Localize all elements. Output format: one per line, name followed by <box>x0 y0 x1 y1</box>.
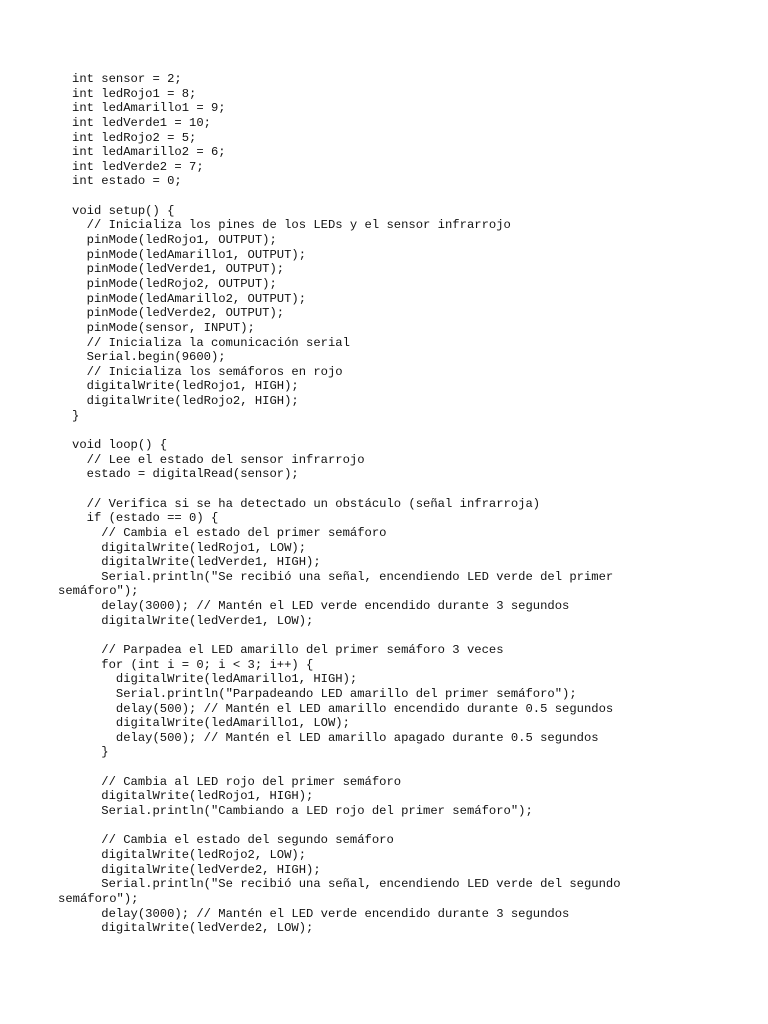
code-line: pinMode(ledRojo1, OUTPUT); <box>72 233 277 248</box>
code-line: // Inicializa los pines de los LEDs y el sensor infrarrojo <box>72 218 511 233</box>
code-line: delay(500); // Mantén el LED amarillo encendido durante 0.5 segundos <box>72 701 614 716</box>
code-line: digitalWrite(ledAmarillo1, LOW); <box>72 716 350 731</box>
code-line: digitalWrite(ledVerde1, HIGH); <box>72 555 321 570</box>
code-line: int ledRojo1 = 8; <box>72 86 197 101</box>
code-line: Serial.println("Cambiando a LED rojo del primer semáforo"); <box>72 804 533 819</box>
code-line: if (estado == 0) { <box>72 511 219 526</box>
code-listing <box>58 72 712 936</box>
code-line: semáforo"); <box>58 584 139 599</box>
code-line: // Inicializa la comunicación serial <box>72 335 350 350</box>
code-line: delay(3000); // Mantén el LED verde encendido durante 3 segundos <box>72 599 570 614</box>
code-line: semáforo"); <box>58 891 139 906</box>
code-line: pinMode(ledRojo2, OUTPUT); <box>72 276 277 291</box>
code-line: void loop() { <box>72 438 168 453</box>
code-line <box>72 819 712 834</box>
code-line: delay(3000); // Mantén el LED verde encendido durante 3 segundos <box>72 906 570 921</box>
code-line: // Inicializa los semáforos en rojo <box>72 364 343 379</box>
code-line: } <box>72 408 80 423</box>
code-line: Serial.println("Se recibió una señal, encendiendo LED verde del primer <box>72 569 614 584</box>
code-line: pinMode(ledAmarillo2, OUTPUT); <box>72 291 307 306</box>
code-line: delay(500); // Mantén el LED amarillo apagado durante 0.5 segundos <box>72 730 599 745</box>
code-line: // Verifica si se ha detectado un obstáculo (señal infrarroja) <box>72 496 541 511</box>
code-line: pinMode(ledVerde2, OUTPUT); <box>72 306 285 321</box>
code-line: // Parpadea el LED amarillo del primer semáforo 3 veces <box>72 642 504 657</box>
code-line: digitalWrite(ledVerde2, LOW); <box>72 921 314 936</box>
code-line: digitalWrite(ledRojo1, HIGH); <box>72 379 299 394</box>
code-line: int ledRojo2 = 5; <box>72 130 197 145</box>
code-line <box>72 482 712 497</box>
code-line: digitalWrite(ledVerde2, HIGH); <box>72 862 321 877</box>
code-line: pinMode(sensor, INPUT); <box>72 320 255 335</box>
code-line: // Lee el estado del sensor infrarrojo <box>72 452 365 467</box>
code-line: // Cambia el estado del segundo semáforo <box>72 833 394 848</box>
code-line <box>72 189 712 204</box>
code-line: Serial.println("Parpadeando LED amarillo del primer semáforo"); <box>72 686 577 701</box>
code-line: pinMode(ledAmarillo1, OUTPUT); <box>72 247 307 262</box>
code-line: for (int i = 0; i < 3; i++) { <box>72 657 314 672</box>
code-line: pinMode(ledVerde1, OUTPUT); <box>72 262 285 277</box>
code-line: digitalWrite(ledRojo2, LOW); <box>72 847 307 862</box>
code-line: digitalWrite(ledVerde1, LOW); <box>72 613 314 628</box>
code-line: } <box>72 745 109 760</box>
code-line: estado = digitalRead(sensor); <box>72 467 299 482</box>
code-line: int sensor = 2; <box>72 72 182 86</box>
code-line: int ledAmarillo1 = 9; <box>72 101 226 116</box>
code-line: // Cambia al LED rojo del primer semáforo <box>72 774 402 789</box>
code-line: digitalWrite(ledRojo2, HIGH); <box>72 394 299 409</box>
code-line <box>72 628 712 643</box>
code-line: void setup() { <box>72 203 175 218</box>
code-line: int ledVerde1 = 10; <box>72 115 211 130</box>
code-line: digitalWrite(ledAmarillo1, HIGH); <box>72 672 358 687</box>
code-line: digitalWrite(ledRojo1, LOW); <box>72 540 307 555</box>
code-line: int estado = 0; <box>72 174 182 189</box>
code-line: int ledVerde2 = 7; <box>72 159 204 174</box>
code-line <box>72 760 712 775</box>
code-line: Serial.println("Se recibió una señal, encendiendo LED verde del segundo <box>72 877 621 892</box>
code-line <box>72 423 712 438</box>
code-line: // Cambia el estado del primer semáforo <box>72 525 387 540</box>
code-line: digitalWrite(ledRojo1, HIGH); <box>72 789 314 804</box>
code-line: int ledAmarillo2 = 6; <box>72 145 226 160</box>
code-line: Serial.begin(9600); <box>72 350 226 365</box>
